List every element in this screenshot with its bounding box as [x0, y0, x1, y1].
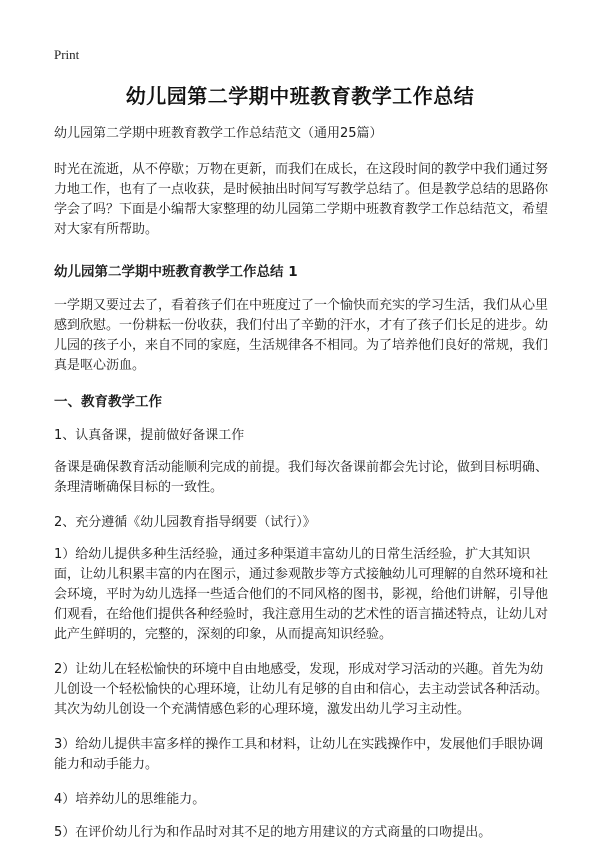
- list-item: 2）让幼儿在轻松愉快的环境中自由地感受，发现，形成对学习活动的兴趣。首先为幼儿创设一个轻松愉快的心理环境，让幼儿有足够的自由和信心，去主动尝试各种活动。其次为幼儿创设一个充满情感色彩的心理环境，激发出幼儿学习主动性。: [54, 662, 549, 717]
- article-body: [54, 124, 550, 858]
- list-item: 5）在评价幼儿行为和作品时对其不足的地方用建议的方式商量的口吻提出。: [54, 825, 492, 840]
- item-paragraph: 备课是确保教育活动能顺利完成的前提。我们每次备课前都会先讨论，做到目标明确、条理清晰确保目标的一致性。: [54, 460, 549, 495]
- part-heading: 一、教育教学工作: [54, 394, 162, 410]
- subtitle: 幼儿园第二学期中班教育教学工作总结范文（通用25篇）: [54, 126, 383, 141]
- list-item: 3）给幼儿提供丰富多样的操作工具和材料，让幼儿在实践操作中，发展他们手眼协调能力和动手能力。: [54, 737, 544, 772]
- list-item: 4）培养幼儿的思维能力。: [54, 792, 206, 807]
- print-link[interactable]: Print: [54, 47, 80, 62]
- section-paragraph: 一学期又要过去了，看着孩子们在中班度过了一个愉快而充实的学习生活，我们从心里感到欣慰。一份耕耘一份收获，我们付出了辛勤的汗水，才有了孩子们长足的进步。幼儿园的孩子小，来自不同的家庭，生活规律各不相同。为了培养他们良好的常规，我们真是呕心沥血。: [54, 298, 549, 373]
- intro-paragraph: 时光在流逝，从不停歇；万物在更新，而我们在成长，在这段时间的教学中我们通过努力地工作，也有了一点收获，是时候抽出时间写写教学总结了。但是教学总结的思路你学会了吗？下面是小编帮大家整理的幼儿园第二学期中班教育教学工作总结范文，希望对大家有所帮助。: [54, 162, 549, 237]
- list-item: 1）给幼儿提供多种生活经验，通过多种渠道丰富幼儿的日常生活经验，扩大其知识面，让幼儿积累丰富的内在图示，通过参观散步等方式接触幼儿可理解的自然环境和社会环境，平时为幼儿选择一些适合他们的不同风格的图书，影视，给他们讲解，引导他们观看，在给他们提供各种经验时，我注意用生动的艺术性的语言描述特点，让幼儿对此产生鲜明的，完整的，深刻的印象，从而提高知识经验。: [54, 547, 549, 642]
- page-title: 幼儿园第二学期中班教育教学工作总结: [125, 84, 475, 108]
- section-heading: 幼儿园第二学期中班教育教学工作总结 1: [54, 264, 298, 280]
- item-title: 2、充分遵循《幼儿园教育指导纲要（试行）》: [54, 515, 316, 530]
- item-title: 1、认真备课，提前做好备课工作: [54, 428, 245, 443]
